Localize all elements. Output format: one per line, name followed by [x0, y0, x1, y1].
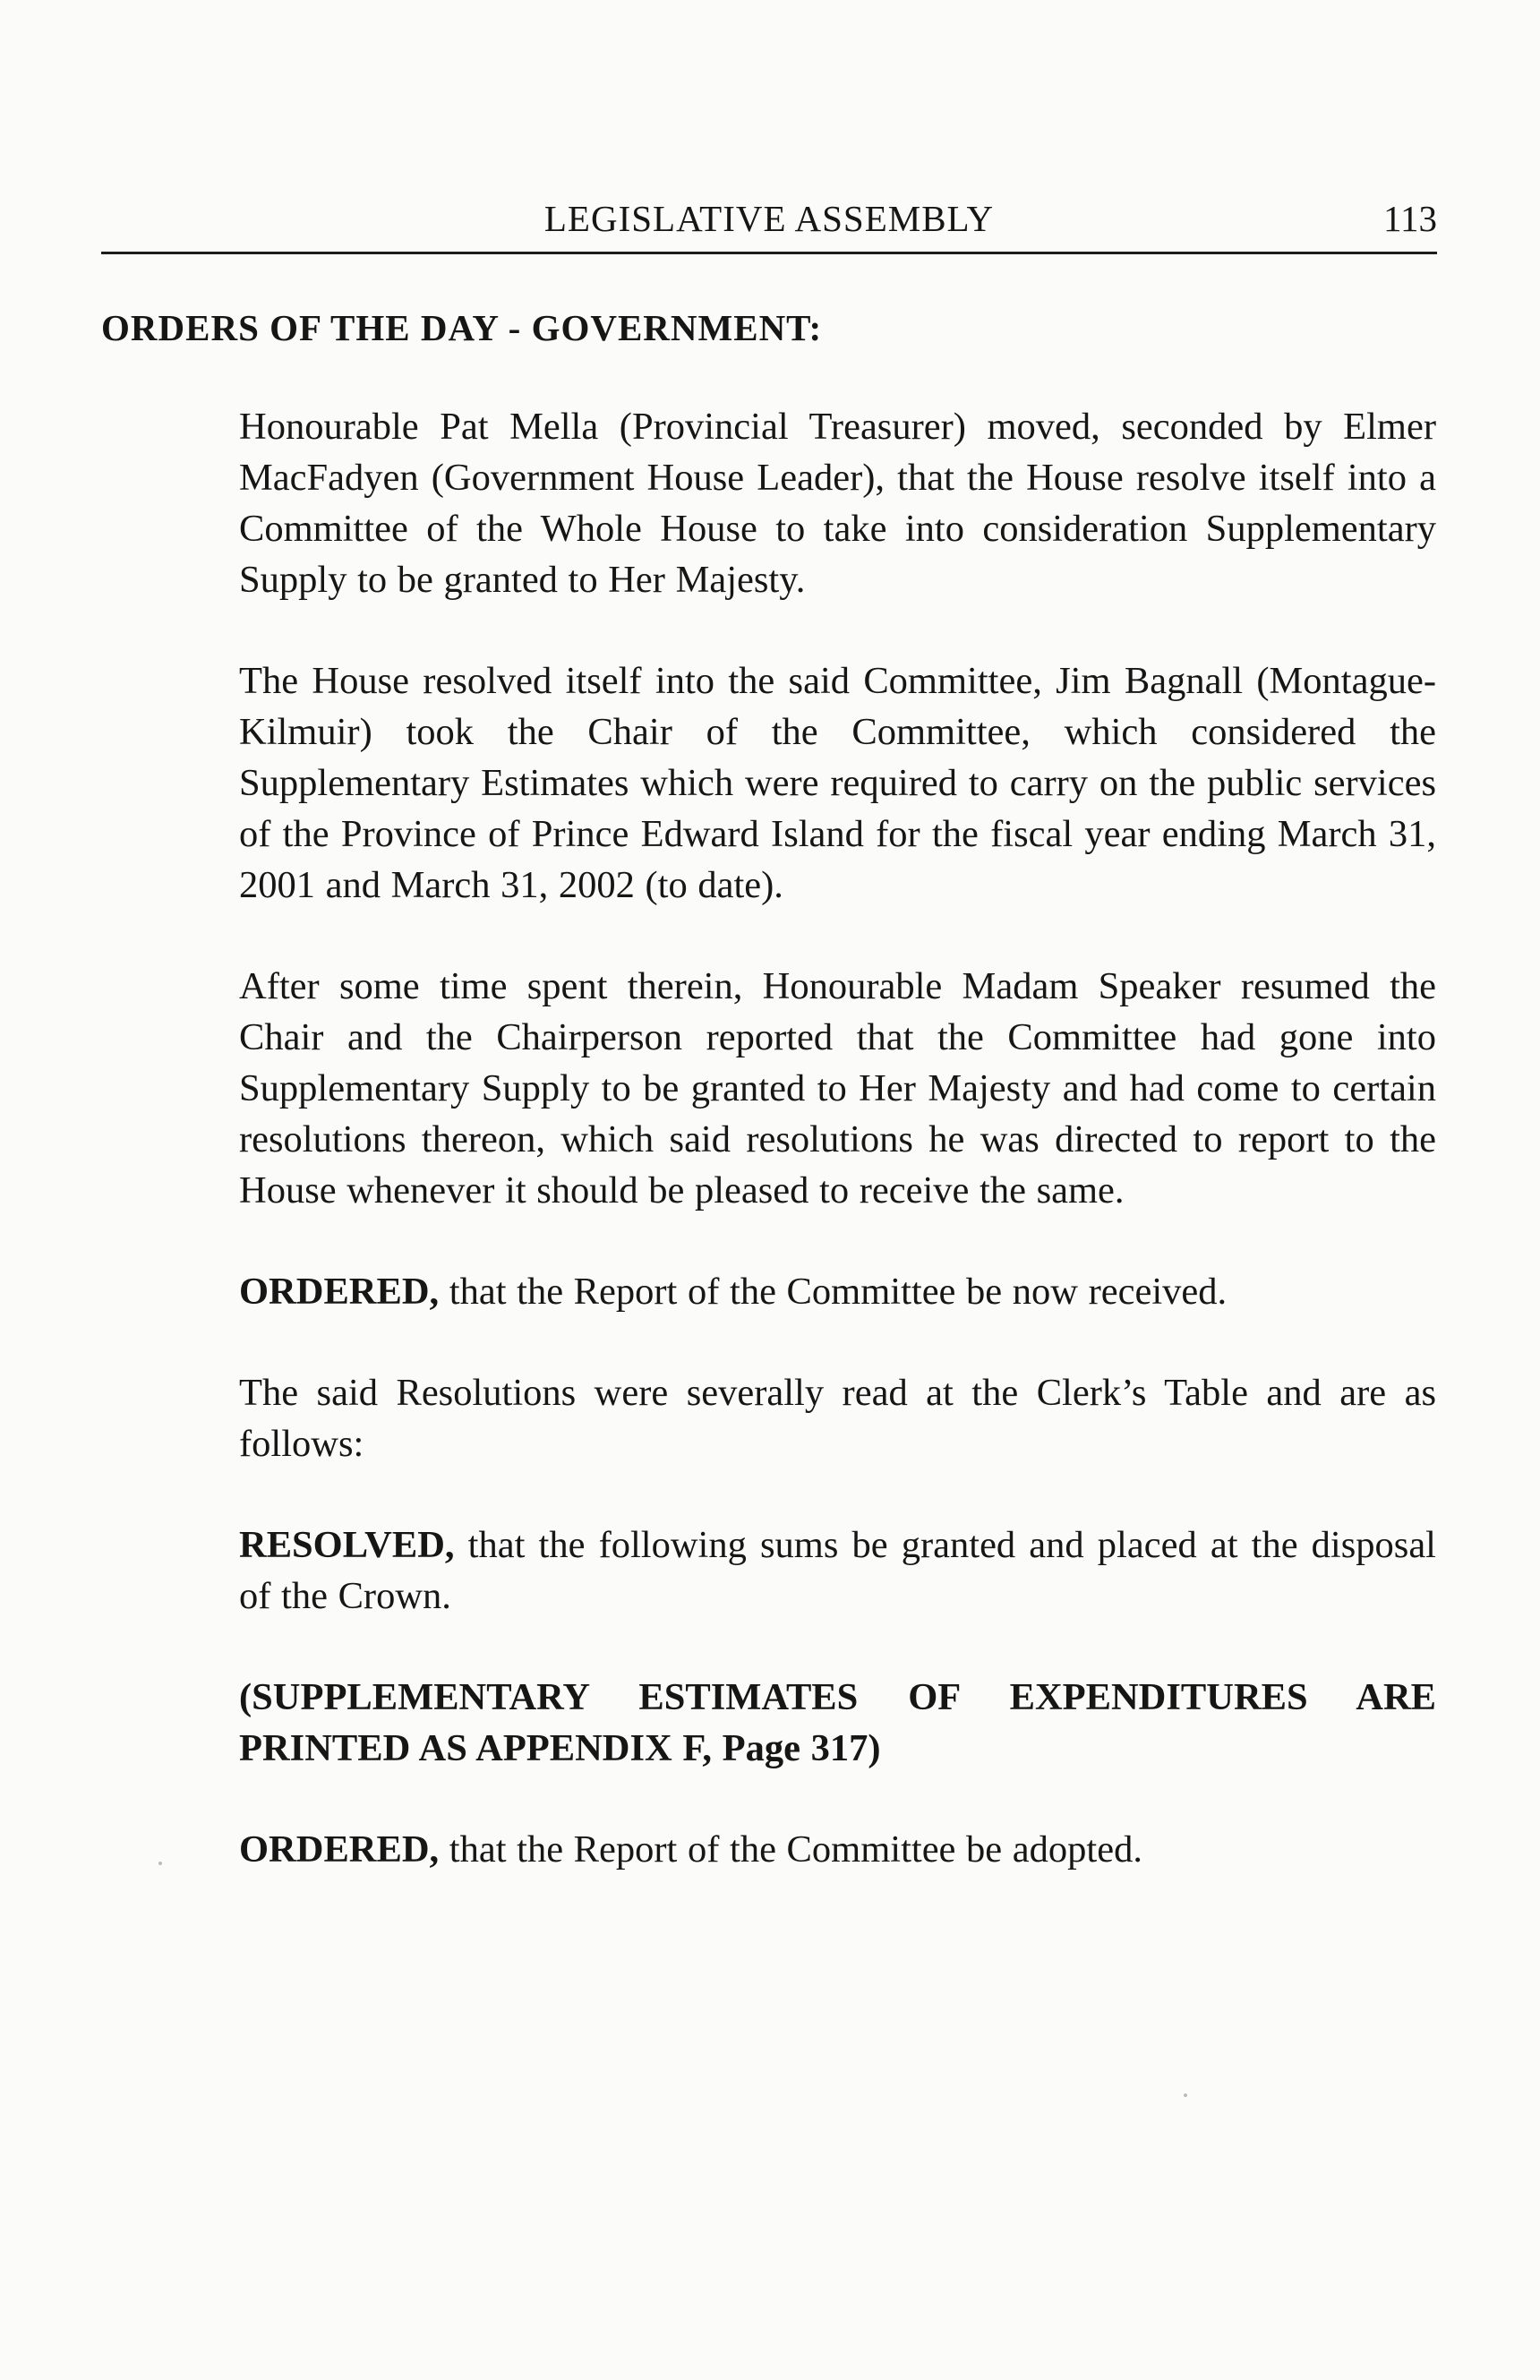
- header-rule: [101, 252, 1437, 254]
- paragraph-committee: The House resolved itself into the said Committee, Jim Bagnall (Montague-Kilmuir) took the Chair of the Committee, which considered the Supplementary Estimates which were required to carry on the public services of the Province of Prince Edward Island for the fiscal year ending March 31, 2001 and March 31, 2002 (to date).: [239, 660, 1436, 906]
- appendix-notice: (SUPPLEMENTARY ESTIMATES OF EXPENDITURES ARE PRINTED AS APPENDIX F, Page 317): [239, 1676, 1436, 1769]
- page-number: 113: [1383, 198, 1437, 239]
- scan-speck: [158, 1862, 162, 1865]
- paragraph-resolutions-read: The said Resolutions were severally read at the Clerk’s Table and are as follows:: [239, 1372, 1436, 1465]
- document-body: [239, 401, 1436, 1925]
- paragraph-motion: Honourable Pat Mella (Provincial Treasurer) moved, seconded by Elmer MacFadyen (Government House Leader), that the House resolve itself into a Committee of the Whole House to take into consideration Supplementary Supply to be granted to Her Majesty.: [239, 406, 1436, 601]
- section-heading: ORDERS OF THE DAY - GOVERNMENT:: [101, 307, 823, 348]
- ordered-received-text: that the Report of the Committee be now received.: [439, 1271, 1228, 1313]
- ordered-label: ORDERED,: [239, 1271, 440, 1313]
- paragraph-ordered-received: [239, 1266, 1436, 1317]
- header-title: LEGISLATIVE ASSEMBLY: [543, 198, 995, 239]
- running-header: [101, 195, 1437, 251]
- resolved-text: that the following sums be granted and placed at the disposal of the Crown.: [239, 1524, 1436, 1617]
- paragraph-resolved: [239, 1520, 1436, 1622]
- resolved-label: RESOLVED,: [239, 1524, 455, 1566]
- paragraph-report: After some time spent therein, Honourable Madam Speaker resumed the Chair and the Chairperson reported that the Committee had gone into Supplementary Supply to be granted to Her Majesty and had come to certain resolutions thereon, which said resolutions he was directed to report to the House whenever it should be pleased to receive the same.: [239, 965, 1436, 1211]
- paragraph-ordered-adopted: [239, 1824, 1436, 1875]
- scan-speck: [1184, 2093, 1187, 2097]
- ordered-label: ORDERED,: [239, 1828, 440, 1871]
- ordered-adopted-text: that the Report of the Committee be adopted.: [439, 1828, 1142, 1871]
